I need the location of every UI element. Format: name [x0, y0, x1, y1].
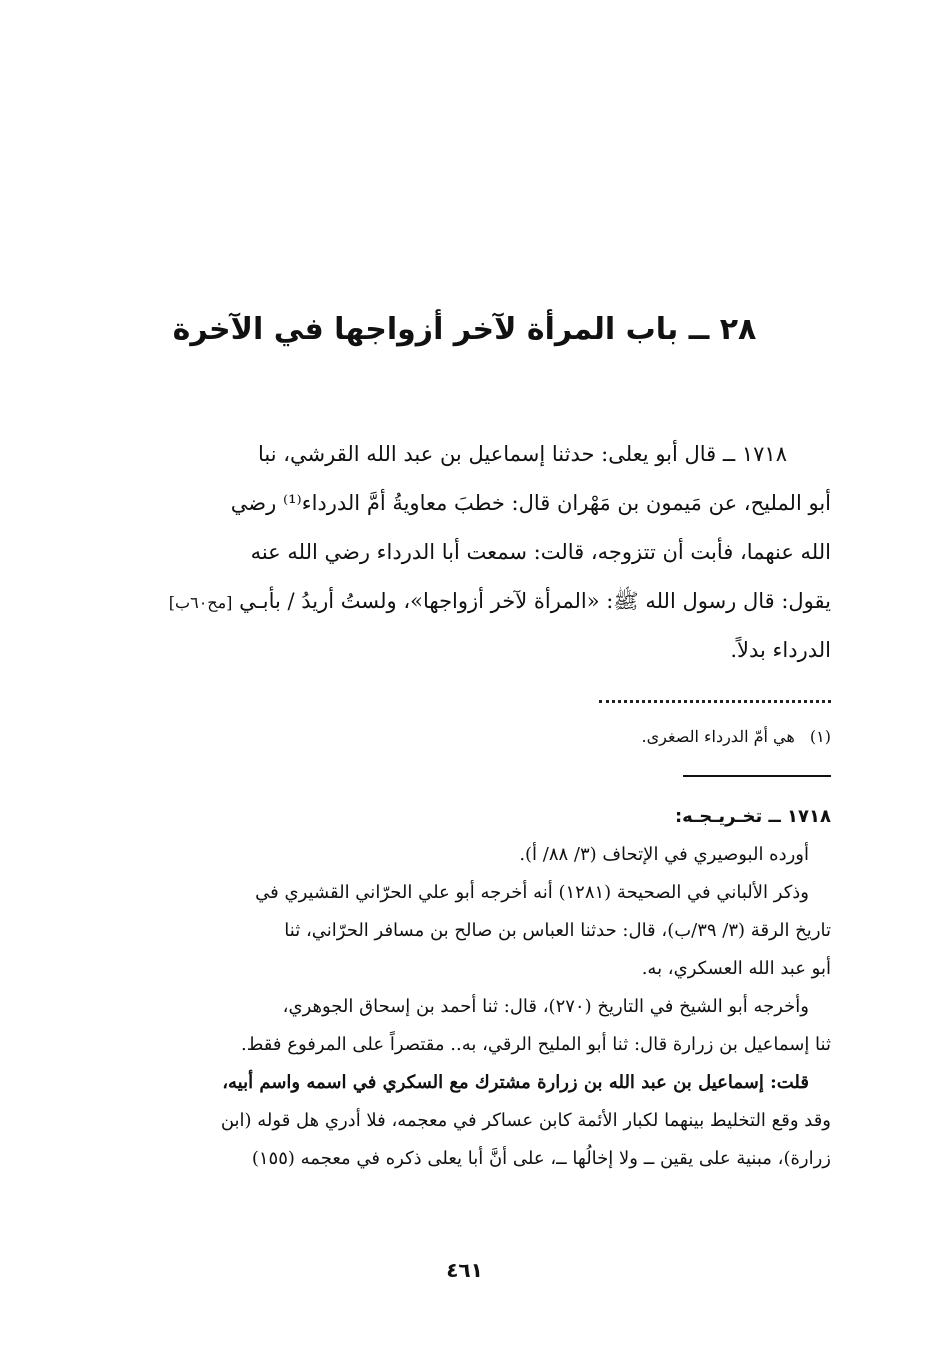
hadith-line: الدرداء بدلاً. [730, 638, 831, 662]
takhrij-line: ثنا إسماعيل بن زرارة قال: ثنا أبو المليح الرقي، به.. مقتصراً على المرفوع فقط. [240, 1034, 831, 1055]
footnote [97, 722, 831, 752]
hadith-line: ١٧١٨ ــ قال أبو يعلى: حدثنا إسماعيل بن عبد الله القرشي، نبا [258, 442, 787, 466]
takhrij-line: زرارة)، مبنية على يقين ــ ولا إخالُها ــ، على أنَّ أبا يعلى ذكره في معجمه (١٥٥) [251, 1148, 831, 1169]
takhrij-line: قلت: إسماعيل بن عبد الله بن زرارة مشترك مع السكري في اسمه واسم أبيه، [222, 1072, 809, 1093]
hadith-text [97, 430, 831, 675]
takhrij-section [97, 798, 831, 1178]
takhrij-line: وأخرجه أبو الشيخ في التاريخ (٢٧٠)، قال: ثنا أحمد بن إسحاق الجوهري، [282, 996, 809, 1017]
footnote-number: (١) [809, 727, 831, 746]
takhrij-line: أبو عبد الله العسكري، به. [641, 958, 831, 979]
takhrij-line: أورده البوصيري في الإتحاف (٣/ ٨٨/ أ). [519, 844, 809, 865]
footnote-text: هي أمّ الدرداء الصغرى. [641, 727, 795, 746]
takhrij-line: وقد وقع التخليط بينهما لكبار الأئمة كابن عساكر في معجمه، فلا أدري هل قوله (ابن [220, 1110, 831, 1131]
chapter-title: ٢٨ ــ باب المرأة لآخر أزواجها في الآخرة [172, 312, 757, 347]
takhrij-heading: ١٧١٨ ــ تخـريـجـه: [674, 806, 831, 827]
page-number: ٤٦١ [446, 1258, 483, 1282]
section-rule [683, 775, 831, 777]
manuscript-marker: [مح٦٠ب] [168, 593, 233, 612]
hadith-line [69, 577, 831, 626]
takhrij-line: وذكر الألباني في الصحيحة (١٢٨١) أنه أخرجه أبو علي الحرّاني القشيري في [255, 882, 809, 903]
hadith-line-text: يقول: قال رسول الله ﷺ: «المرأة لآخر أزواجها»، ولستُ أريدُ / بأبـي [239, 589, 831, 613]
footnote-separator [599, 700, 831, 703]
hadith-line: أبو المليح، عن مَيمون بن مَهْران قال: خطبَ معاويةُ أمَّ الدرداء⁽¹⁾ رضي [230, 491, 831, 515]
hadith-line: الله عنهما، فأبت أن تتزوجه، قالت: سمعت أبا الدرداء رضي الله عنه [250, 540, 831, 564]
takhrij-line: تاريخ الرقة (٣/ ٣٩/ب)، قال: حدثنا العباس بن صالح بن مسافر الحرّاني، ثنا [284, 920, 831, 941]
